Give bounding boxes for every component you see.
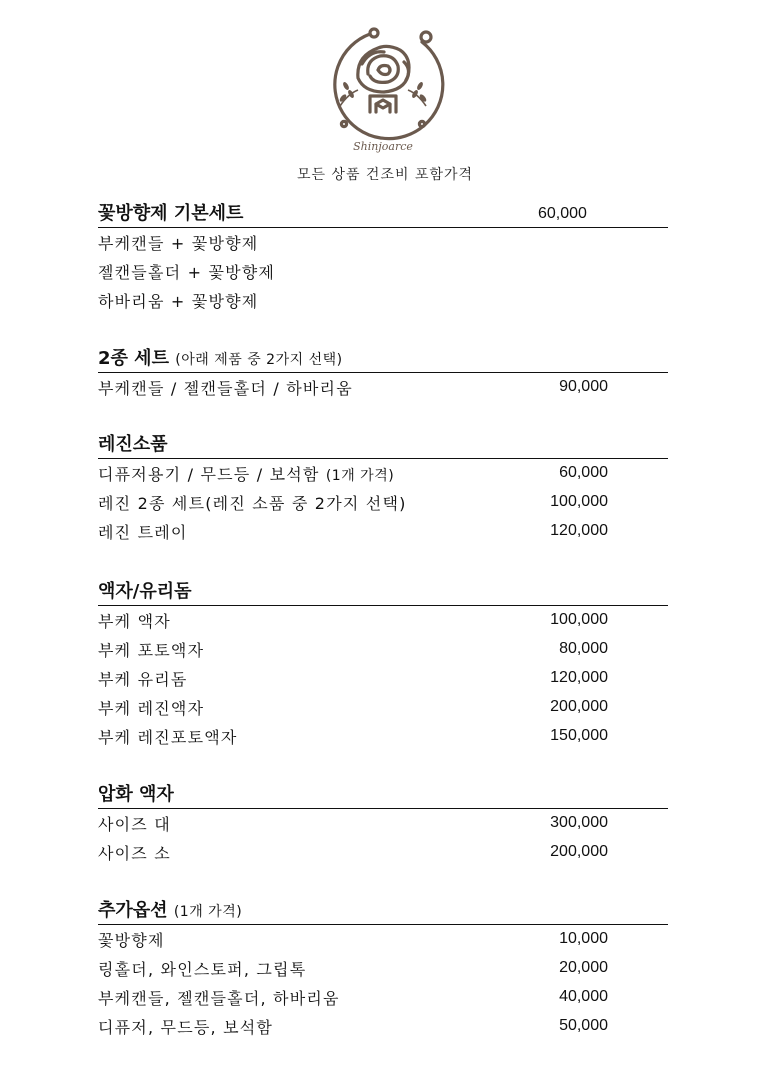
menu-item: [98, 693, 668, 722]
section-title-text: 액자/유리돔: [98, 581, 192, 602]
menu-item: [98, 606, 668, 635]
menu-item: [98, 373, 668, 402]
menu-section: [98, 780, 668, 867]
item-name-text: 부케캔들 / 젤캔들홀더 / 하바리움: [98, 379, 353, 398]
section-header: [98, 344, 668, 373]
section-header: [98, 199, 668, 228]
item-name: [98, 986, 340, 1009]
item-name: [98, 231, 258, 254]
item-name: [98, 491, 407, 514]
section-note: (1개 가격): [173, 904, 243, 920]
item-price: 200,000: [550, 843, 608, 860]
section-title-text: 꽃방향제 기본세트: [98, 203, 244, 224]
item-price: 20,000: [559, 959, 608, 976]
section-title-text: 2종 세트: [98, 348, 169, 369]
item-name: [98, 928, 165, 951]
item-name-text: 부케 포토액자: [98, 641, 205, 660]
brand-wordmark: Shinjoarce: [353, 140, 413, 153]
menu-item: [98, 954, 668, 983]
item-price: 80,000: [559, 640, 608, 657]
menu-item: [98, 722, 668, 751]
item-name-text: 레진 트레이: [98, 523, 188, 542]
menu-item: [98, 1012, 668, 1041]
item-name: [98, 667, 188, 690]
item-name: [98, 841, 171, 864]
section-title: [98, 430, 168, 456]
item-name-text: 디퓨저, 무드등, 보석함: [98, 1018, 274, 1037]
menu-item: [98, 925, 668, 954]
section-title-text: 레진소품: [98, 434, 168, 455]
section-header: [98, 896, 668, 925]
item-price: 90,000: [559, 378, 608, 395]
menu-item: [98, 809, 668, 838]
item-price: 100,000: [550, 611, 608, 628]
item-price: 100,000: [550, 493, 608, 510]
item-price: 10,000: [559, 930, 608, 947]
menu-item: [98, 664, 668, 693]
item-price: 120,000: [550, 669, 608, 686]
section-header: [98, 430, 668, 459]
menu-item: [98, 228, 668, 257]
item-name: [98, 289, 258, 312]
menu-item: [98, 635, 668, 664]
menu-item: [98, 983, 668, 1012]
section-header: [98, 780, 668, 809]
section-note: (아래 제품 중 2가지 선택): [175, 352, 343, 368]
item-name: [98, 462, 394, 485]
section-header: [98, 577, 668, 606]
item-name-text: 사이즈 대: [98, 815, 171, 834]
item-name-text: 사이즈 소: [98, 844, 171, 863]
item-name: [98, 1015, 273, 1038]
item-name-text: 꽃방향제: [98, 931, 165, 950]
item-name: [98, 638, 204, 661]
section-title: [98, 896, 242, 922]
item-note: (1개 가격): [325, 468, 395, 484]
item-price: 150,000: [550, 727, 608, 744]
item-price: 60,000: [559, 464, 608, 481]
section-price: 60,000: [538, 205, 587, 222]
item-name-text: 젤캔들홀더 + 꽃방향제: [98, 263, 276, 282]
section-title: [98, 344, 343, 370]
item-name: [98, 957, 306, 980]
menu-item: [98, 838, 668, 867]
menu-section: [98, 344, 668, 402]
item-name-text: 부케 유리돔: [98, 670, 188, 689]
menu-item: [98, 517, 668, 546]
menu-section: [98, 430, 668, 546]
section-title: [98, 577, 192, 603]
item-name-text: 부케 레진포토액자: [98, 728, 238, 747]
item-name-text: 디퓨저용기 / 무드등 / 보석함: [98, 465, 320, 484]
item-price: 300,000: [550, 814, 608, 831]
menu-item: [98, 286, 668, 315]
item-name: [98, 725, 238, 748]
menu-section: [98, 199, 668, 315]
menu-item: [98, 488, 668, 517]
section-title-text: 추가옵션: [98, 900, 168, 921]
item-name-text: 부케 레진액자: [98, 699, 205, 718]
item-name: [98, 696, 204, 719]
item-name-text: 하바리움 + 꽃방향제: [98, 292, 259, 311]
section-title: [98, 199, 243, 225]
item-name: [98, 260, 275, 283]
menu-section: [98, 577, 668, 751]
item-name-text: 링홀더, 와인스토퍼, 그립톡: [98, 960, 307, 979]
item-name-text: 부케캔들, 젤캔들홀더, 하바리움: [98, 989, 340, 1008]
item-name: [98, 812, 171, 835]
item-name-text: 부케캔들 + 꽃방향제: [98, 234, 259, 253]
menu-section: [98, 896, 668, 1041]
item-price: 40,000: [559, 988, 608, 1005]
item-name: [98, 376, 353, 399]
item-name-text: 부케 액자: [98, 612, 171, 631]
item-name: [98, 520, 188, 543]
item-name-text: 레진 2종 세트(레진 소품 중 2가지 선택): [98, 494, 407, 513]
item-price: 120,000: [550, 522, 608, 539]
section-title: [98, 780, 174, 806]
item-name: [98, 609, 171, 632]
menu-item: [98, 459, 668, 488]
item-price: 200,000: [550, 698, 608, 715]
price-note: 모든 상품 건조비 포함가격: [296, 167, 474, 183]
section-title-text: 압화 액자: [98, 784, 174, 805]
menu-item: [98, 257, 668, 286]
item-price: 50,000: [559, 1017, 608, 1034]
brand-logo: [318, 20, 448, 160]
